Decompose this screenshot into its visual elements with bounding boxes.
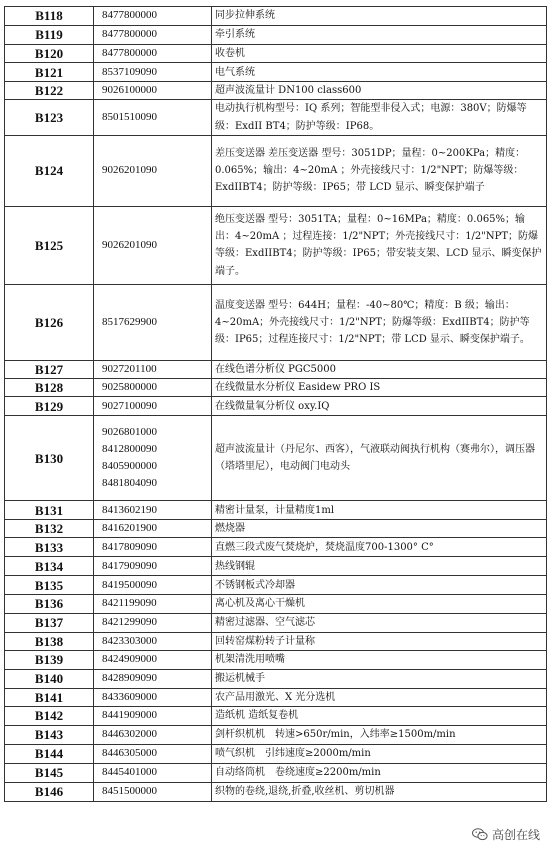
item-description: 在线微量水分析仪 Easidew PRO IS — [212, 379, 547, 397]
item-description: 在线微量氧分析仪 oxy.IQ — [212, 397, 547, 416]
table-row — [5, 7, 547, 26]
hs-code: 8481804090 — [102, 477, 157, 490]
table-row — [5, 764, 547, 783]
hs-code-cell — [94, 360, 212, 378]
item-description: 电气系统 — [212, 63, 547, 82]
hs-code-cell — [94, 726, 212, 745]
watermark-text: 高创在线 — [491, 828, 540, 842]
table-row — [5, 745, 547, 764]
item-id: B141 — [5, 688, 94, 706]
hs-code: 8451500000 — [102, 785, 157, 798]
hs-code-cell — [94, 745, 212, 764]
item-description: 在线色谱分析仪 PGC5000 — [212, 360, 547, 378]
table-row — [5, 100, 547, 135]
table-row — [5, 284, 547, 360]
item-description: 搬运机械手 — [212, 669, 547, 688]
item-id: B122 — [5, 82, 94, 100]
item-id: B142 — [5, 707, 94, 726]
item-id: B132 — [5, 520, 94, 538]
table-row — [5, 538, 547, 557]
hs-code: 8424909000 — [102, 653, 157, 666]
hs-code-cell — [94, 206, 212, 284]
item-id: B118 — [5, 7, 94, 26]
spec-table — [4, 6, 547, 802]
hs-code: 8417809090 — [102, 540, 157, 553]
hs-code: 8501510090 — [102, 111, 157, 123]
hs-code-cell — [94, 764, 212, 783]
item-id: B144 — [5, 745, 94, 764]
item-description: 绝压变送器 型号：3051TA；量程：0~16MPa；精度：0.065%；输出：4~20mA ；过程连接：1/2"NPT；外壳接线尺寸：1/2"NPT；防爆等级：ExdIIBT4；防护等级：IP65；带安装支架、LCD 显示、瞬变保护端子。 — [212, 206, 547, 284]
item-description: 剑杆织机机 转速>650r/min，入纬率≥1500m/min — [212, 726, 547, 745]
table-row — [5, 613, 547, 632]
hs-code: 8417909090 — [102, 559, 157, 572]
hs-code-cell — [94, 576, 212, 595]
item-id: B123 — [5, 100, 94, 135]
item-id: B140 — [5, 669, 94, 688]
hs-code: 8477800000 — [102, 47, 157, 59]
table-row — [5, 82, 547, 100]
hs-code-cell — [94, 707, 212, 726]
hs-code-cell — [94, 650, 212, 669]
item-description: 织物的卷绕,退绕,折叠,收丝机、剪切机器 — [212, 783, 547, 802]
table-row — [5, 360, 547, 378]
table-row — [5, 63, 547, 82]
item-description: 造纸机 造纸复卷机 — [212, 707, 547, 726]
hs-code: 9027100090 — [102, 399, 157, 412]
item-description: 喷气织机 引纬速度≥2000m/min — [212, 745, 547, 764]
item-id: B133 — [5, 538, 94, 557]
hs-code: 8405900000 — [102, 460, 157, 473]
item-id: B136 — [5, 595, 94, 613]
item-description: 机架清洗用喷嘴 — [212, 650, 547, 669]
table-row — [5, 557, 547, 576]
table-row — [5, 726, 547, 745]
hs-code-cell — [94, 26, 212, 45]
table-row — [5, 135, 547, 206]
hs-code-cell — [94, 613, 212, 632]
item-id: B138 — [5, 632, 94, 650]
hs-code-cell — [94, 669, 212, 688]
table-row — [5, 45, 547, 63]
item-description: 直燃三段式废气焚烧炉，焚烧温度700-1300° C° — [212, 538, 547, 557]
item-description: 回转窑煤粉转子计量称 — [212, 632, 547, 650]
hs-code: 9027201100 — [102, 362, 157, 375]
hs-code-cell — [94, 135, 212, 206]
hs-code-cell — [94, 520, 212, 538]
table-row — [5, 669, 547, 688]
item-id: B124 — [5, 135, 94, 206]
hs-code: 8421199090 — [102, 597, 157, 610]
item-id: B120 — [5, 45, 94, 63]
table-row — [5, 379, 547, 397]
table-row — [5, 576, 547, 595]
watermark — [470, 826, 542, 843]
hs-code-cell — [94, 632, 212, 650]
hs-code: 8446305000 — [102, 747, 157, 760]
hs-code: 8477800000 — [102, 9, 157, 22]
item-id: B119 — [5, 26, 94, 45]
spec-table-body — [5, 7, 547, 802]
table-row — [5, 707, 547, 726]
item-description: 超声波流量计 DN100 class600 — [212, 82, 547, 100]
hs-code: 9025800000 — [102, 381, 157, 394]
item-description: 精密计量泵，计量精度1ml — [212, 501, 547, 520]
item-id: B126 — [5, 284, 94, 360]
table-row — [5, 650, 547, 669]
item-id: B134 — [5, 557, 94, 576]
item-id: B145 — [5, 764, 94, 783]
hs-code: 9026201090 — [102, 238, 157, 251]
hs-code-cell — [94, 557, 212, 576]
hs-code: 8413602190 — [102, 503, 157, 516]
hs-code-cell — [94, 397, 212, 416]
item-id: B121 — [5, 63, 94, 82]
hs-code-cell — [94, 7, 212, 26]
item-description: 收卷机 — [212, 45, 547, 63]
item-description: 热线钢辊 — [212, 557, 547, 576]
item-id: B143 — [5, 726, 94, 745]
hs-code: 9026100000 — [102, 84, 157, 97]
table-row — [5, 206, 547, 284]
table-row — [5, 397, 547, 416]
hs-code: 8419500090 — [102, 578, 157, 591]
item-description: 电动执行机构型号：IQ 系列；智能型非侵入式；电源：380V；防爆等级：ExdII BT4；防护等级：IP68。 — [212, 100, 547, 135]
hs-code: 8537109090 — [102, 65, 157, 78]
item-id: B125 — [5, 206, 94, 284]
item-description: 燃烧器 — [212, 520, 547, 538]
table-row — [5, 595, 547, 613]
hs-code: 9026801000 — [102, 425, 157, 438]
hs-code: 8423303000 — [102, 634, 157, 647]
item-id: B137 — [5, 613, 94, 632]
hs-code-cell — [94, 100, 212, 135]
table-row — [5, 632, 547, 650]
item-id: B135 — [5, 576, 94, 595]
item-id: B129 — [5, 397, 94, 416]
hs-code: 8477800000 — [102, 28, 157, 41]
hs-code-cell — [94, 63, 212, 82]
hs-code-cell — [94, 783, 212, 802]
item-id: B131 — [5, 501, 94, 520]
hs-code: 8445401000 — [102, 766, 157, 779]
hs-code: 8441909000 — [102, 709, 157, 722]
item-description: 温度变送器 型号：644H；量程：-40~80℃；精度：B 级；输出：4~20mA；外壳接线尺寸：1/2"NPT；防爆等级：ExdIIBT4；防护等级：IP65；过程连接尺寸：1/2"NPT；带 LCD 显示、瞬变保护端子。 — [212, 284, 547, 360]
hs-code-cell — [94, 595, 212, 613]
table-row — [5, 26, 547, 45]
item-description: 不锈钢板式冷却器 — [212, 576, 547, 595]
hs-code-cell — [94, 82, 212, 100]
item-id: B139 — [5, 650, 94, 669]
hs-code: 8412800090 — [102, 443, 157, 456]
item-description: 离心机及离心干燥机 — [212, 595, 547, 613]
hs-code-cell — [94, 538, 212, 557]
hs-code-cell — [94, 379, 212, 397]
item-id: B130 — [5, 416, 94, 501]
hs-code: 8421299090 — [102, 616, 157, 629]
hs-code-cell — [94, 688, 212, 706]
table-row — [5, 783, 547, 802]
hs-code: 8517629900 — [102, 315, 157, 328]
item-id: B128 — [5, 379, 94, 397]
item-description: 差压变送器 差压变送器 型号：3051DP；量程：0~200KPa；精度：0.065%；输出：4~20mA ；外壳接线尺寸：1/2"NPT；防爆等级：ExdIIBT4；防护等级：IP65；带 LCD 显示、瞬变保护端子 — [212, 135, 547, 206]
table-row — [5, 501, 547, 520]
item-description: 牵引系统 — [212, 26, 547, 45]
hs-code-cell — [94, 45, 212, 63]
hs-code-cell — [94, 284, 212, 360]
item-description: 超声波流量计（丹尼尔、西客），气液联动阀执行机构（赛弗尔），调压器（塔塔里尼），电动阀门电动头 — [212, 416, 547, 501]
item-id: B127 — [5, 360, 94, 378]
item-description: 精密过滤器、空气滤芯 — [212, 613, 547, 632]
hs-code: 8446302000 — [102, 728, 157, 741]
hs-code-cell — [94, 416, 212, 501]
table-row — [5, 416, 547, 501]
wechat-icon — [472, 828, 488, 841]
hs-code: 8428909090 — [102, 672, 157, 685]
item-description: 同步拉伸系统 — [212, 7, 547, 26]
hs-code: 9026201090 — [102, 164, 157, 177]
item-description: 自动络筒机 卷绕速度≥2200m/min — [212, 764, 547, 783]
item-description: 农产品用激光、X 光分选机 — [212, 688, 547, 706]
hs-code: 8433609000 — [102, 690, 157, 703]
item-id: B146 — [5, 783, 94, 802]
table-row — [5, 688, 547, 706]
hs-code: 8416201900 — [102, 522, 157, 535]
hs-code-cell — [94, 501, 212, 520]
table-row — [5, 520, 547, 538]
